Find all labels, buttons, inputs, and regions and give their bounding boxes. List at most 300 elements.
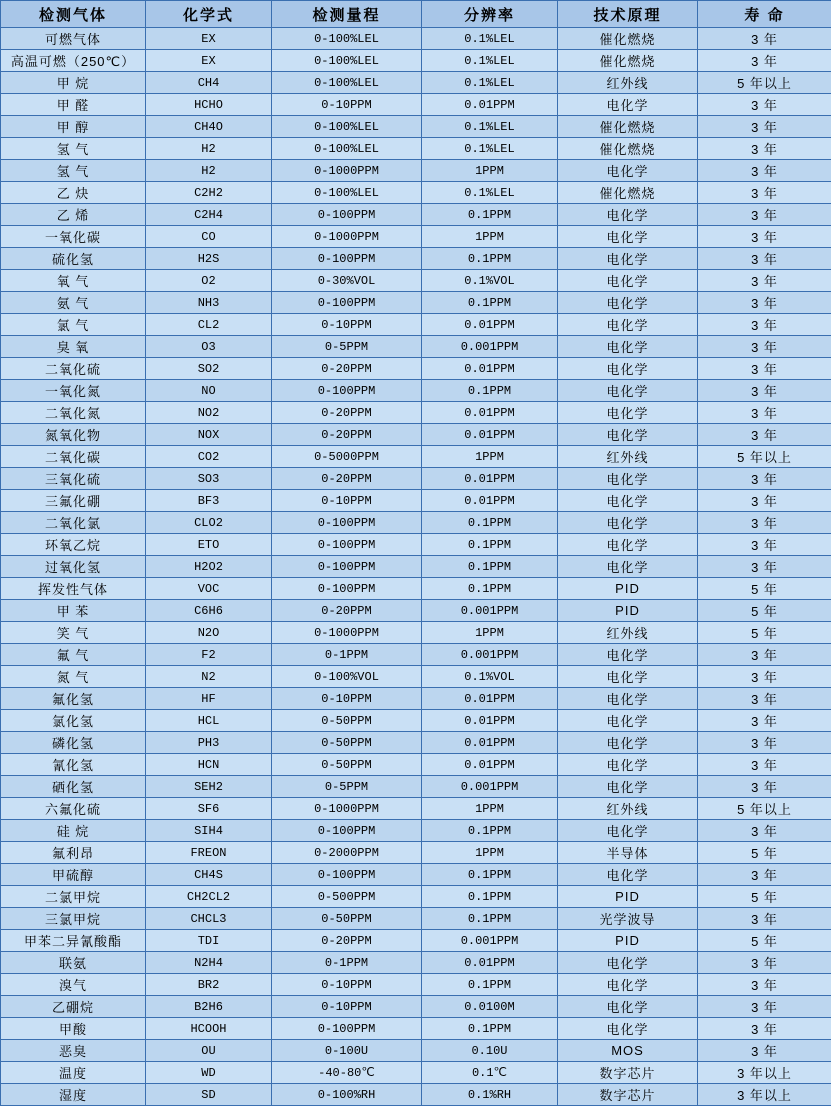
- cell-formula: SO2: [146, 358, 272, 380]
- cell-range: 0-10PPM: [272, 996, 422, 1018]
- cell-resolution: 0.10U: [422, 1040, 558, 1062]
- cell-principle: 电化学: [558, 226, 698, 248]
- cell-life: 3 年: [698, 50, 831, 72]
- cell-resolution: 0.1%LEL: [422, 182, 558, 204]
- cell-resolution: 0.01PPM: [422, 358, 558, 380]
- table-body: [1, 28, 831, 1106]
- cell-principle: MOS: [558, 1040, 698, 1062]
- cell-resolution: 0.1PPM: [422, 204, 558, 226]
- cell-principle: 电化学: [558, 248, 698, 270]
- cell-gas-name: 甲硫醇: [1, 864, 146, 886]
- cell-gas-name: 硒化氢: [1, 776, 146, 798]
- cell-life: 3 年: [698, 138, 831, 160]
- cell-range: 0-2000PPM: [272, 842, 422, 864]
- table-row: [1, 446, 831, 468]
- cell-formula: CO: [146, 226, 272, 248]
- cell-range: 0-100%LEL: [272, 28, 422, 50]
- cell-range: 0-50PPM: [272, 732, 422, 754]
- cell-resolution: 0.1%LEL: [422, 116, 558, 138]
- cell-gas-name: 氮氧化物: [1, 424, 146, 446]
- cell-resolution: 0.01PPM: [422, 314, 558, 336]
- cell-principle: 电化学: [558, 534, 698, 556]
- table-row: [1, 820, 831, 842]
- cell-principle: 红外线: [558, 798, 698, 820]
- cell-resolution: 0.01PPM: [422, 688, 558, 710]
- table-row: [1, 952, 831, 974]
- cell-resolution: 0.1%LEL: [422, 28, 558, 50]
- table-row: [1, 248, 831, 270]
- cell-formula: H2: [146, 138, 272, 160]
- cell-principle: 电化学: [558, 512, 698, 534]
- cell-resolution: 0.1%LEL: [422, 50, 558, 72]
- table-row: [1, 666, 831, 688]
- cell-gas-name: 硫化氢: [1, 248, 146, 270]
- cell-resolution: 0.001PPM: [422, 930, 558, 952]
- cell-gas-name: 三氟化硼: [1, 490, 146, 512]
- cell-formula: CO2: [146, 446, 272, 468]
- column-header-formula: 化学式: [146, 1, 272, 28]
- cell-resolution: 0.1℃: [422, 1062, 558, 1084]
- cell-principle: 数字芯片: [558, 1084, 698, 1106]
- cell-formula: BF3: [146, 490, 272, 512]
- cell-formula: NO2: [146, 402, 272, 424]
- cell-formula: CH4O: [146, 116, 272, 138]
- cell-principle: PID: [558, 600, 698, 622]
- table-row: [1, 292, 831, 314]
- table-row: [1, 974, 831, 996]
- cell-formula: F2: [146, 644, 272, 666]
- cell-gas-name: 甲 醇: [1, 116, 146, 138]
- cell-life: 3 年: [698, 270, 831, 292]
- cell-formula: NOX: [146, 424, 272, 446]
- cell-life: 3 年: [698, 116, 831, 138]
- cell-resolution: 1PPM: [422, 798, 558, 820]
- cell-principle: 电化学: [558, 402, 698, 424]
- cell-range: 0-100%VOL: [272, 666, 422, 688]
- cell-range: 0-20PPM: [272, 930, 422, 952]
- table-row: [1, 512, 831, 534]
- cell-life: 3 年: [698, 688, 831, 710]
- table-row: [1, 204, 831, 226]
- table-header-row: [1, 1, 831, 28]
- cell-principle: 数字芯片: [558, 1062, 698, 1084]
- cell-life: 5 年: [698, 622, 831, 644]
- cell-life: 3 年: [698, 556, 831, 578]
- cell-gas-name: 氯化氢: [1, 710, 146, 732]
- cell-resolution: 0.1%VOL: [422, 666, 558, 688]
- cell-formula: OU: [146, 1040, 272, 1062]
- cell-principle: 催化燃烧: [558, 50, 698, 72]
- cell-gas-name: 六氟化硫: [1, 798, 146, 820]
- cell-formula: SO3: [146, 468, 272, 490]
- cell-gas-name: 二氧化氮: [1, 402, 146, 424]
- cell-principle: 电化学: [558, 776, 698, 798]
- cell-gas-name: 挥发性气体: [1, 578, 146, 600]
- table-row: [1, 138, 831, 160]
- cell-principle: 电化学: [558, 270, 698, 292]
- cell-life: 3 年: [698, 94, 831, 116]
- cell-life: 3 年: [698, 314, 831, 336]
- cell-formula: ETO: [146, 534, 272, 556]
- cell-gas-name: 笑 气: [1, 622, 146, 644]
- cell-principle: 电化学: [558, 1018, 698, 1040]
- table-row: [1, 226, 831, 248]
- cell-resolution: 0.1PPM: [422, 908, 558, 930]
- cell-resolution: 0.1PPM: [422, 578, 558, 600]
- cell-life: 3 年: [698, 402, 831, 424]
- cell-formula: CHCL3: [146, 908, 272, 930]
- cell-resolution: 0.01PPM: [422, 490, 558, 512]
- cell-resolution: 0.01PPM: [422, 952, 558, 974]
- cell-life: 3 年: [698, 710, 831, 732]
- cell-range: 0-5PPM: [272, 336, 422, 358]
- table-row: [1, 182, 831, 204]
- cell-life: 3 年: [698, 908, 831, 930]
- cell-range: 0-1000PPM: [272, 622, 422, 644]
- cell-life: 3 年: [698, 380, 831, 402]
- cell-life: 3 年: [698, 1018, 831, 1040]
- table-row: [1, 578, 831, 600]
- cell-gas-name: 三氯甲烷: [1, 908, 146, 930]
- cell-resolution: 0.001PPM: [422, 600, 558, 622]
- cell-resolution: 0.01PPM: [422, 754, 558, 776]
- cell-life: 3 年: [698, 182, 831, 204]
- cell-resolution: 0.1PPM: [422, 974, 558, 996]
- cell-gas-name: 温度: [1, 1062, 146, 1084]
- cell-range: 0-30%VOL: [272, 270, 422, 292]
- cell-gas-name: 乙 烯: [1, 204, 146, 226]
- cell-range: 0-5000PPM: [272, 446, 422, 468]
- cell-life: 3 年: [698, 534, 831, 556]
- cell-life: 3 年: [698, 974, 831, 996]
- cell-formula: EX: [146, 50, 272, 72]
- cell-formula: PH3: [146, 732, 272, 754]
- cell-principle: 电化学: [558, 204, 698, 226]
- table-row: [1, 534, 831, 556]
- cell-life: 3 年: [698, 820, 831, 842]
- cell-life: 3 年以上: [698, 1084, 831, 1106]
- cell-range: 0-100PPM: [272, 556, 422, 578]
- cell-life: 3 年: [698, 732, 831, 754]
- cell-resolution: 0.01PPM: [422, 732, 558, 754]
- cell-resolution: 0.1%LEL: [422, 138, 558, 160]
- cell-life: 3 年: [698, 512, 831, 534]
- cell-life: 3 年: [698, 666, 831, 688]
- table-row: [1, 94, 831, 116]
- cell-resolution: 0.01PPM: [422, 468, 558, 490]
- cell-life: 5 年: [698, 842, 831, 864]
- table-row: [1, 424, 831, 446]
- table-row: [1, 490, 831, 512]
- cell-gas-name: 二氧化氯: [1, 512, 146, 534]
- cell-resolution: 0.1PPM: [422, 556, 558, 578]
- table-row: [1, 996, 831, 1018]
- cell-range: 0-1000PPM: [272, 798, 422, 820]
- cell-gas-name: 乙 炔: [1, 182, 146, 204]
- cell-life: 3 年: [698, 996, 831, 1018]
- cell-range: 0-50PPM: [272, 710, 422, 732]
- table-row: [1, 600, 831, 622]
- table-row: [1, 864, 831, 886]
- table-row: [1, 754, 831, 776]
- cell-range: 0-1000PPM: [272, 226, 422, 248]
- table-row: [1, 358, 831, 380]
- cell-life: 3 年: [698, 336, 831, 358]
- cell-principle: 光学波导: [558, 908, 698, 930]
- cell-range: 0-10PPM: [272, 314, 422, 336]
- cell-principle: 红外线: [558, 622, 698, 644]
- table-row: [1, 556, 831, 578]
- cell-resolution: 0.1%RH: [422, 1084, 558, 1106]
- cell-formula: N2H4: [146, 952, 272, 974]
- cell-principle: 电化学: [558, 644, 698, 666]
- table-row: [1, 160, 831, 182]
- cell-range: 0-100%LEL: [272, 138, 422, 160]
- cell-range: 0-100PPM: [272, 1018, 422, 1040]
- cell-resolution: 1PPM: [422, 842, 558, 864]
- column-header-life: 寿 命: [698, 1, 831, 28]
- cell-gas-name: 可燃气体: [1, 28, 146, 50]
- cell-gas-name: 一氧化碳: [1, 226, 146, 248]
- cell-range: 0-20PPM: [272, 600, 422, 622]
- cell-formula: B2H6: [146, 996, 272, 1018]
- cell-gas-name: 恶臭: [1, 1040, 146, 1062]
- cell-principle: 电化学: [558, 820, 698, 842]
- cell-life: 3 年: [698, 754, 831, 776]
- cell-gas-name: 湿度: [1, 1084, 146, 1106]
- cell-principle: 电化学: [558, 160, 698, 182]
- cell-range: 0-100%LEL: [272, 50, 422, 72]
- cell-formula: CH4S: [146, 864, 272, 886]
- cell-formula: H2: [146, 160, 272, 182]
- cell-formula: C6H6: [146, 600, 272, 622]
- cell-range: 0-1PPM: [272, 644, 422, 666]
- cell-life: 5 年以上: [698, 798, 831, 820]
- cell-life: 3 年: [698, 468, 831, 490]
- cell-principle: 电化学: [558, 94, 698, 116]
- cell-formula: N2: [146, 666, 272, 688]
- cell-resolution: 0.001PPM: [422, 644, 558, 666]
- cell-formula: O3: [146, 336, 272, 358]
- cell-gas-name: 甲苯二异氰酸酯: [1, 930, 146, 952]
- cell-principle: 电化学: [558, 754, 698, 776]
- cell-formula: SD: [146, 1084, 272, 1106]
- cell-formula: HCN: [146, 754, 272, 776]
- cell-principle: 电化学: [558, 336, 698, 358]
- cell-gas-name: 甲酸: [1, 1018, 146, 1040]
- cell-life: 3 年: [698, 292, 831, 314]
- cell-gas-name: 二氧化碳: [1, 446, 146, 468]
- cell-range: 0-100%RH: [272, 1084, 422, 1106]
- cell-life: 3 年: [698, 644, 831, 666]
- table-row: [1, 710, 831, 732]
- cell-formula: NH3: [146, 292, 272, 314]
- cell-resolution: 0.01PPM: [422, 710, 558, 732]
- cell-principle: 催化燃烧: [558, 138, 698, 160]
- cell-range: 0-100PPM: [272, 864, 422, 886]
- cell-formula: CH2CL2: [146, 886, 272, 908]
- cell-range: 0-100%LEL: [272, 182, 422, 204]
- table-row: [1, 28, 831, 50]
- column-header-gas-name: 检测气体: [1, 1, 146, 28]
- cell-gas-name: 磷化氢: [1, 732, 146, 754]
- cell-principle: 电化学: [558, 380, 698, 402]
- cell-life: 3 年: [698, 204, 831, 226]
- cell-resolution: 0.1PPM: [422, 1018, 558, 1040]
- cell-gas-name: 氟 气: [1, 644, 146, 666]
- cell-gas-name: 环氧乙烷: [1, 534, 146, 556]
- table-row: [1, 314, 831, 336]
- table-row: [1, 402, 831, 424]
- cell-formula: HF: [146, 688, 272, 710]
- table-row: [1, 1062, 831, 1084]
- cell-gas-name: 硅 烷: [1, 820, 146, 842]
- cell-gas-name: 联氨: [1, 952, 146, 974]
- cell-range: -40-80℃: [272, 1062, 422, 1084]
- cell-gas-name: 氟利昂: [1, 842, 146, 864]
- cell-gas-name: 过氧化氢: [1, 556, 146, 578]
- cell-gas-name: 氰化氢: [1, 754, 146, 776]
- table-row: [1, 688, 831, 710]
- cell-life: 3 年: [698, 864, 831, 886]
- cell-life: 3 年: [698, 28, 831, 50]
- cell-principle: PID: [558, 886, 698, 908]
- cell-resolution: 0.01PPM: [422, 94, 558, 116]
- cell-principle: 电化学: [558, 468, 698, 490]
- table-row: [1, 1040, 831, 1062]
- cell-range: 0-20PPM: [272, 424, 422, 446]
- cell-gas-name: 二氧化硫: [1, 358, 146, 380]
- cell-principle: 催化燃烧: [558, 182, 698, 204]
- table-row: [1, 776, 831, 798]
- cell-formula: SF6: [146, 798, 272, 820]
- cell-gas-name: 臭 氧: [1, 336, 146, 358]
- cell-principle: 电化学: [558, 314, 698, 336]
- cell-resolution: 0.1PPM: [422, 864, 558, 886]
- cell-life: 5 年以上: [698, 446, 831, 468]
- cell-formula: CH4: [146, 72, 272, 94]
- cell-resolution: 0.1PPM: [422, 248, 558, 270]
- cell-range: 0-100PPM: [272, 380, 422, 402]
- cell-range: 0-100PPM: [272, 292, 422, 314]
- table-row: [1, 336, 831, 358]
- cell-principle: 电化学: [558, 864, 698, 886]
- cell-principle: 红外线: [558, 446, 698, 468]
- cell-formula: O2: [146, 270, 272, 292]
- cell-life: 3 年: [698, 952, 831, 974]
- cell-gas-name: 一氧化氮: [1, 380, 146, 402]
- cell-gas-name: 氯 气: [1, 314, 146, 336]
- cell-resolution: 0.001PPM: [422, 336, 558, 358]
- cell-range: 0-100PPM: [272, 512, 422, 534]
- cell-resolution: 0.1PPM: [422, 534, 558, 556]
- cell-gas-name: 氢 气: [1, 138, 146, 160]
- cell-range: 0-100PPM: [272, 820, 422, 842]
- cell-life: 3 年: [698, 358, 831, 380]
- cell-principle: PID: [558, 578, 698, 600]
- cell-range: 0-20PPM: [272, 358, 422, 380]
- cell-formula: N2O: [146, 622, 272, 644]
- cell-principle: 电化学: [558, 996, 698, 1018]
- table-row: [1, 908, 831, 930]
- cell-range: 0-100PPM: [272, 578, 422, 600]
- cell-formula: CLO2: [146, 512, 272, 534]
- cell-resolution: 0.1PPM: [422, 886, 558, 908]
- cell-resolution: 0.01PPM: [422, 424, 558, 446]
- cell-principle: 电化学: [558, 358, 698, 380]
- cell-formula: TDI: [146, 930, 272, 952]
- cell-life: 5 年: [698, 930, 831, 952]
- cell-formula: FREON: [146, 842, 272, 864]
- cell-life: 3 年: [698, 226, 831, 248]
- cell-life: 5 年: [698, 886, 831, 908]
- cell-resolution: 0.1PPM: [422, 292, 558, 314]
- cell-formula: SIH4: [146, 820, 272, 842]
- cell-principle: 电化学: [558, 490, 698, 512]
- cell-resolution: 0.1PPM: [422, 380, 558, 402]
- cell-range: 0-50PPM: [272, 754, 422, 776]
- cell-gas-name: 氮 气: [1, 666, 146, 688]
- table-row: [1, 644, 831, 666]
- column-header-resolution: 分辨率: [422, 1, 558, 28]
- cell-formula: HCL: [146, 710, 272, 732]
- cell-formula: C2H2: [146, 182, 272, 204]
- column-header-principle: 技术原理: [558, 1, 698, 28]
- cell-principle: 电化学: [558, 710, 698, 732]
- table-row: [1, 622, 831, 644]
- cell-range: 0-50PPM: [272, 908, 422, 930]
- cell-principle: 电化学: [558, 952, 698, 974]
- table-row: [1, 842, 831, 864]
- cell-formula: CL2: [146, 314, 272, 336]
- cell-range: 0-5PPM: [272, 776, 422, 798]
- cell-gas-name: 甲 烷: [1, 72, 146, 94]
- cell-range: 0-10PPM: [272, 974, 422, 996]
- cell-gas-name: 甲 醛: [1, 94, 146, 116]
- cell-life: 5 年: [698, 600, 831, 622]
- cell-formula: H2O2: [146, 556, 272, 578]
- cell-gas-name: 氟化氢: [1, 688, 146, 710]
- cell-formula: HCHO: [146, 94, 272, 116]
- cell-range: 0-10PPM: [272, 490, 422, 512]
- cell-range: 0-1PPM: [272, 952, 422, 974]
- table-row: [1, 270, 831, 292]
- table-row: [1, 1018, 831, 1040]
- cell-gas-name: 乙硼烷: [1, 996, 146, 1018]
- table-row: [1, 116, 831, 138]
- cell-life: 3 年: [698, 160, 831, 182]
- cell-formula: NO: [146, 380, 272, 402]
- cell-principle: 电化学: [558, 556, 698, 578]
- cell-life: 3 年: [698, 248, 831, 270]
- cell-formula: WD: [146, 1062, 272, 1084]
- table-row: [1, 930, 831, 952]
- table-row: [1, 50, 831, 72]
- table-row: [1, 72, 831, 94]
- cell-range: 0-100U: [272, 1040, 422, 1062]
- cell-range: 0-10PPM: [272, 94, 422, 116]
- cell-life: 3 年: [698, 776, 831, 798]
- cell-formula: HCOOH: [146, 1018, 272, 1040]
- cell-principle: 电化学: [558, 732, 698, 754]
- cell-gas-name: 三氧化硫: [1, 468, 146, 490]
- cell-formula: VOC: [146, 578, 272, 600]
- cell-range: 0-20PPM: [272, 402, 422, 424]
- cell-life: 5 年: [698, 578, 831, 600]
- cell-range: 0-500PPM: [272, 886, 422, 908]
- cell-principle: 催化燃烧: [558, 28, 698, 50]
- table-row: [1, 1084, 831, 1106]
